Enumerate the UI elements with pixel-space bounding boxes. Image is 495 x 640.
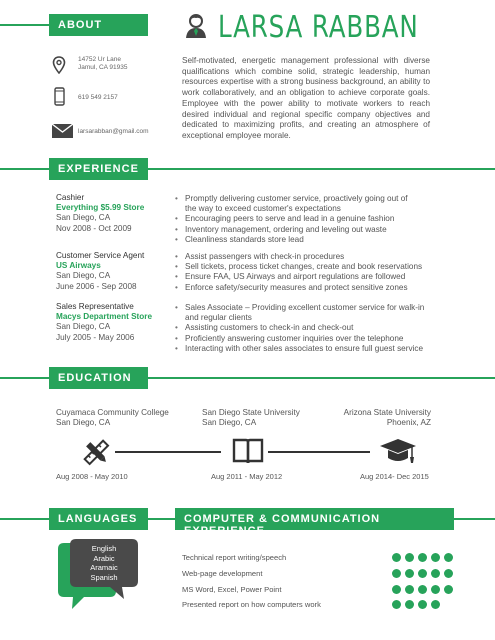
job-2 — [56, 251, 144, 292]
school-1 — [56, 408, 169, 428]
job-1 — [56, 193, 144, 234]
pencil-ruler-icon — [80, 436, 112, 468]
timeline-line — [115, 451, 221, 453]
duty: • Sales Associate – Providing excellent customer service for walk-in — [175, 303, 424, 313]
duty: the way to exceed customer's expectations — [185, 204, 341, 214]
job-location: San Diego, CA — [56, 213, 111, 223]
job-title: Cashier — [56, 193, 85, 202]
rating-dot — [444, 585, 453, 594]
education-heading: EDUCATION — [49, 367, 148, 389]
job-company: Macys Department Store — [56, 312, 153, 322]
person-icon — [183, 12, 209, 38]
school-2 — [202, 408, 300, 428]
skill-label: Presented report on how computers work — [182, 600, 321, 609]
rating-dot — [431, 569, 440, 578]
language-item: Arabic — [93, 553, 115, 563]
rating-dot — [431, 553, 440, 562]
computer-heading: COMPUTER & COMMUNICATION EXPERIENCE — [175, 508, 454, 530]
job-location: San Diego, CA — [56, 322, 111, 332]
mail-icon — [52, 124, 73, 138]
languages-heading: LANGUAGES — [49, 508, 148, 530]
rating-dot — [392, 585, 401, 594]
job-3-duties — [175, 303, 424, 354]
school-3 — [330, 408, 431, 428]
profile-summary: Self-motivated, energetic management professional with diverse qualifications which combine solid, strategic leadership, human resources expertise with a strong business background, an ability to work collaboratively, and an obligation to achieve corporate goals. Employee with the power ability to motivate workers to reach desired individual and regional specific company objectives and dedicated to maximizing profits, and creating an atmosphere of exceptional employee morale. — [182, 56, 430, 140]
school-location: San Diego, CA — [56, 418, 111, 428]
rating-dot — [405, 553, 414, 562]
duty: • Assisting customers to check-in and check-out — [175, 323, 424, 333]
phone-number[interactable]: 619 549 2157 — [78, 94, 118, 101]
rating-dot — [392, 553, 401, 562]
skill-label: Web-page development — [182, 569, 263, 578]
timeline-line — [268, 451, 370, 453]
rating-dot — [431, 585, 440, 594]
school-2-dates: Aug 2011 - May 2012 — [211, 472, 283, 481]
location-pin-icon — [52, 56, 66, 74]
duty: • Encouraging peers to serve and lead in a genuine fashion — [175, 214, 408, 224]
job-company: Everything $5.99 Store — [56, 203, 145, 213]
job-title: Customer Service Agent — [56, 251, 145, 260]
experience-heading: EXPERIENCE — [49, 158, 148, 180]
rating-dot — [418, 600, 427, 609]
job-title: Sales Representative — [56, 302, 134, 311]
job-2-duties — [175, 252, 422, 293]
school-1-dates: Aug 2008 - May 2010 — [56, 472, 128, 481]
duty: • Cleanliness standards store lead — [175, 235, 408, 245]
duty: • Promptly delivering customer service, proactively going out of — [175, 194, 408, 204]
rating-dot — [418, 569, 427, 578]
candidate-name: LARSA RABBAN — [218, 10, 419, 45]
email-address[interactable]: larsarabban@gmail.com — [78, 128, 149, 135]
phone-icon — [54, 87, 65, 106]
school-location: San Diego, CA — [202, 418, 257, 428]
duty: • Sell tickets, process ticket changes, create and book reservations — [175, 262, 422, 272]
rating-dot — [405, 600, 414, 609]
address — [78, 56, 128, 72]
about-rule — [0, 24, 49, 26]
school-name: Cuyamaca Community College — [56, 408, 169, 417]
job-1-duties — [175, 194, 408, 245]
rating-dot — [405, 585, 414, 594]
rating-dot — [444, 553, 453, 562]
rating-dot — [392, 600, 401, 609]
rating-dot — [418, 585, 427, 594]
job-location: San Diego, CA — [56, 271, 111, 281]
language-item: Spanish — [90, 572, 118, 582]
rating-dot — [444, 569, 453, 578]
job-company: US Airways — [56, 261, 101, 271]
address-line-1: 14752 Ur Lane — [78, 56, 122, 63]
graduation-cap-icon — [378, 435, 418, 467]
job-dates: Nov 2008 - Oct 2009 — [56, 223, 132, 233]
duty: • Ensure FAA, US Airways and airport regulations are followed — [175, 272, 422, 282]
rating-dot — [418, 553, 427, 562]
language-list — [80, 544, 128, 582]
duty: • Enforce safety/security measures and protect sensitive zones — [175, 283, 422, 293]
duty: • Inventory management, ordering and leveling out waste — [175, 225, 408, 235]
book-icon — [232, 437, 264, 465]
duty: • Proficiently answering customer inquiries over the telephone — [175, 334, 424, 344]
rating-dot — [405, 569, 414, 578]
address-line-2: Jamul, CA 91935 — [78, 64, 128, 71]
language-item: Aramaic — [90, 563, 118, 572]
job-dates: July 2005 - May 2006 — [56, 332, 135, 342]
school-3-dates: Aug 2014- Dec 2015 — [360, 472, 429, 481]
skill-label: Technical report writing/speech — [182, 553, 287, 562]
about-heading: ABOUT — [49, 14, 148, 36]
language-item: English — [91, 544, 117, 553]
skill-label: MS Word, Excel, Power Point — [182, 585, 282, 594]
school-location: Phoenix, AZ — [386, 418, 431, 428]
rating-dot — [431, 600, 440, 609]
duty: and regular clients — [185, 313, 252, 323]
school-name: Arizona State University — [343, 408, 431, 417]
duty: • Assist passengers with check-in procedures — [175, 252, 422, 262]
job-dates: June 2006 - Sep 2008 — [56, 281, 137, 291]
school-name: San Diego State University — [202, 408, 300, 417]
duty: • Interacting with other sales associates to ensure full guest service — [175, 344, 424, 354]
rating-dot — [392, 569, 401, 578]
job-3 — [56, 302, 152, 343]
